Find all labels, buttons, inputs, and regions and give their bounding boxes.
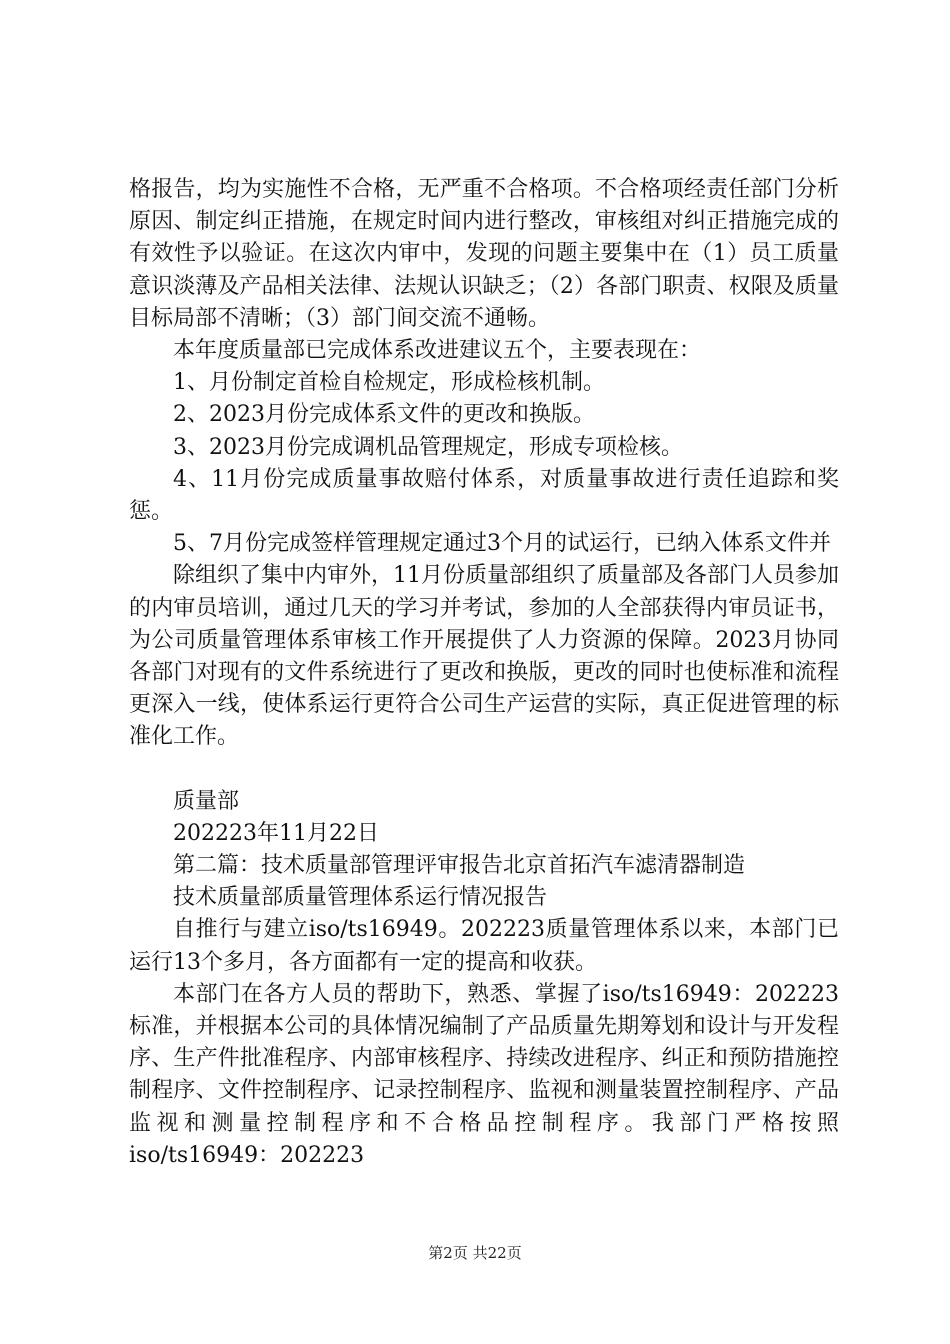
page-number: 第2页 共22页 bbox=[428, 1244, 522, 1262]
list-item-5: 5、7月份完成签样管理规定通过3个月的试运行，已纳入体系文件并 bbox=[173, 531, 831, 557]
signature-date: 202223年11月22日 bbox=[173, 820, 379, 846]
paragraph-procedures: 本部门在各方人员的帮助下，熟悉、掌握了iso/ts16949：202223标准，并根据本公司的具体情况编制了产品质量先期筹划和设计与开发程序、生产件批准程序、内部审核程序、持续改进程序、纠正和预防措施控制程序、文件控制程序、记录控制程序、监视和测量装置控制程序、产品监视和测量控制程序和不合格品控制程序。我部门严格按照iso/ts16949：202223 bbox=[129, 981, 839, 1168]
paragraph-improvements-intro: 本年度质量部已完成体系改进建议五个，主要表现在： bbox=[173, 338, 702, 364]
section-title: 第二篇：技术质量部管理评审报告北京首拓汽车滤清器制造 bbox=[173, 853, 746, 879]
list-item-2: 2、2023月份完成体系文件的更改和换版。 bbox=[173, 402, 595, 428]
paragraph-training: 除组织了集中内审外，11月份质量部组织了质量部及各部门人员参加的内审员培训，通过几天的学习并考试，参加的人全部获得内审员证书，为公司质量管理体系审核工作开展提供了人力资源的保障。2023月协同各部门对现有的文件系统进行了更改和换版，更改的同时也使标准和流程更深入一线，使体系运行更符合公司生产运营的实际，真正促进管理的标准化工作。 bbox=[129, 563, 839, 750]
signature-department: 质量部 bbox=[173, 788, 240, 814]
list-item-1: 1、月份制定首检自检规定，形成检核机制。 bbox=[173, 370, 605, 396]
list-item-4: 4、11月份完成质量事故赔付体系，对质量事故进行责任追踪和奖惩。 bbox=[129, 466, 839, 525]
paragraph-audit-findings: 格报告，均为实施性不合格，无严重不合格项。不合格项经责任部门分析原因、制定纠正措施，在规定时间内进行整改，审核组对纠正措施完成的有效性予以验证。在这次内审中，发现的问题主要集中在（1）员工质量意识淡薄及产品相关法律、法规认识缺乏；（2）各部门职责、权限及质量目标局部不清晰；（3）部门间交流不通畅。 bbox=[129, 177, 839, 331]
section-subtitle: 技术质量部质量管理体系运行情况报告 bbox=[173, 885, 548, 911]
list-item-3: 3、2023月份完成调机品管理规定，形成专项检核。 bbox=[173, 434, 683, 460]
spacer bbox=[129, 754, 839, 786]
document-body bbox=[129, 174, 839, 1172]
paragraph-system-intro: 自推行与建立iso/ts16949。202223质量管理体系以来，本部门已运行13个多月，各方面都有一定的提高和收获。 bbox=[129, 917, 839, 975]
